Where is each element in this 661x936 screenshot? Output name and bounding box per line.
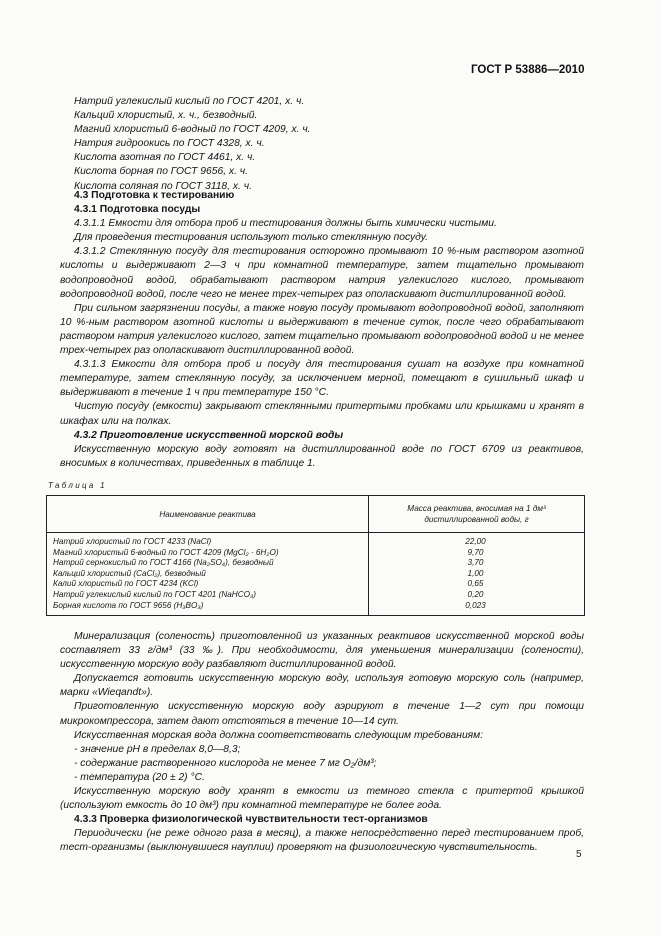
reagents-table — [46, 495, 585, 616]
table-row — [47, 590, 585, 601]
standard-id-header: ГОСТ Р 53886—2010 — [471, 64, 585, 76]
section-heading: 4.3 Подготовка к тестированию — [74, 190, 235, 201]
requirement-item: - содержание растворенного кислорода не менее 7 мг O₂/дм³; — [74, 757, 377, 769]
table-row — [47, 579, 585, 590]
reagent-item: Магний хлористый 6-водный по ГОСТ 4209, х. ч. — [74, 124, 311, 136]
paragraph: Для проведения тестирования используют только стеклянную посуду. — [74, 232, 429, 244]
reagent-item: Кислота азотная по ГОСТ 4461, х. ч. — [74, 152, 256, 164]
table-row — [47, 558, 585, 569]
table-row — [47, 569, 585, 580]
reagent-item: Натрия гидроокись по ГОСТ 4328, х. ч. — [74, 138, 265, 150]
after-table-section — [60, 630, 584, 856]
paragraph: 4.3.1.3 Емкости для отбора проб и посуду для тестирования сушат на воздухе при комнатной температуре, затем стеклянную посуду, за исключением мерной, помещают в сушильный шкаф и выдерживают в течение 1 ч при температуре 150 °С. — [60, 359, 584, 399]
reagent-name-cell: Натрий хлористый по ГОСТ 4233 (NaCl) — [47, 533, 369, 548]
paragraph: 4.3.1.2 Стеклянную посуду для тестирования осторожно промывают 10 %-ным раствором азотной кислоты и выдерживают 2—3 ч при комнатной температуре, затем тщательно промывают водопроводной водой, обрабатывают раствором натрия углекислого кислого, промывают водопроводной водой, после чего не менее трех-четырех раз ополаскивают дистиллированной водой. — [60, 246, 584, 300]
reagent-item: Кальций хлористый, х. ч., безводный. — [74, 110, 258, 122]
section-4-3 — [60, 189, 584, 471]
paragraph: При сильном загрязнении посуды, а также новую посуду промывают водопроводной водой, заполняют 10 %-ным раствором азотной кислоты и выдерживают в течение суток, после чего обрабатывают раствором натрия углекислого кислого, затем тщательно промывают водопроводной водой и не менее трех-четырех раз ополаскивают дистиллированной водой. — [60, 302, 584, 357]
table-caption: Таблица 1 — [48, 481, 107, 490]
reagent-mass-cell: 1,00 — [369, 569, 585, 580]
reagent-item: Натрий углекислый кислый по ГОСТ 4201, х. ч. — [74, 96, 305, 107]
subsection-heading: 4.3.2 Приготовление искусственной морской воды — [74, 429, 344, 441]
requirement-item: - температура (20 ± 2) °С. — [74, 771, 205, 783]
requirement-item: - значение рН в пределах 8,0—8,3; — [74, 743, 241, 755]
column-header-mass-line2: дистиллированной воды, г — [424, 515, 529, 524]
reagent-mass-cell: 0,20 — [369, 590, 585, 601]
reagent-item: Кислота борная по ГОСТ 9656, х. ч. — [74, 166, 248, 178]
subsection-heading: 4.3.3 Проверка физиологической чувствительности тест-организмов — [74, 814, 428, 826]
paragraph: 4.3.1.1 Емкости для отбора проб и тестирования должны быть химически чистыми. — [74, 218, 497, 230]
reagent-name-cell: Магний хлористый 6-водный по ГОСТ 4209 (MgCl₂ · 6H₂O) — [47, 548, 369, 559]
column-header-reagent: Наименование реактива — [47, 496, 369, 533]
reagent-mass-cell: 0,65 — [369, 579, 585, 590]
reagents-list — [60, 95, 584, 194]
reagent-mass-cell: 9,70 — [369, 548, 585, 559]
paragraph: Искусственная морская вода должна соответствовать следующим требованиям: — [74, 729, 484, 741]
reagent-name-cell: Кальций хлористый (CaCl₂), безводный — [47, 569, 369, 580]
table-row — [47, 548, 585, 559]
reagent-item: Кислота соляная по ГОСТ 3118, х. ч. — [74, 180, 252, 192]
reagent-name-cell: Натрий углекислый кислый по ГОСТ 4201 (NaHCO₃) — [47, 590, 369, 601]
column-header-mass-line1: Масса реактива, вносимая на 1 дм³ — [407, 504, 546, 513]
paragraph: Периодически (не реже одного раза в месяц), а также непосредственно перед тестированием проб, тест-организмы (выклюнувшиеся науплии) проверяют на физиологическую чувствительность. — [60, 828, 584, 854]
reagent-mass-cell: 0,023 — [369, 601, 585, 616]
paragraph: Приготовленную искусственную морскую воду аэрируют в течение 1—2 сут при помощи микрокомпрессора, затем дают отстояться в течение 10—14 сут. — [60, 701, 584, 727]
column-header-mass — [369, 496, 585, 533]
table-row — [47, 533, 585, 548]
subsection-heading: 4.3.1 Подготовка посуды — [74, 204, 201, 216]
paragraph: Минерализация (соленость) приготовленной из указанных реактивов искусственной морской воды составляет 33 г/дм³ (33 ‰). При необходимости, для уменьшения минерализации (солености), искусственную морскую воду разбавляют дистиллированной водой. — [60, 631, 584, 671]
table-header-row — [47, 496, 585, 533]
paragraph: Допускается готовить искусственную морскую воду, используя готовую морскую соль (например, марки «Wieqandt»). — [60, 673, 584, 699]
reagent-name-cell: Борная кислота по ГОСТ 9656 (H₃BO₃) — [47, 601, 369, 616]
table-row — [47, 601, 585, 616]
page-number: 5 — [576, 849, 582, 860]
reagent-mass-cell: 22,00 — [369, 533, 585, 548]
paragraph: Чистую посуду (емкости) закрывают стеклянными притертыми пробками или крышками и хранят в шкафах или на полках. — [60, 401, 584, 427]
reagent-mass-cell: 3,70 — [369, 558, 585, 569]
paragraph: Искусственную морскую воду готовят на дистиллированной воде по ГОСТ 6709 из реактивов, вносимых в количествах, приведенных в таблице 1. — [60, 443, 584, 469]
reagent-name-cell: Натрий сернокислый по ГОСТ 4166 (Na₂SO₄), безводный — [47, 558, 369, 569]
reagent-name-cell: Калий хлористый по ГОСТ 4234 (KCl) — [47, 579, 369, 590]
paragraph: Искусственную морскую воду хранят в емкости из темного стекла с притертой крышкой (используют емкость до 10 дм³) при комнатной температуре не более года. — [60, 786, 584, 812]
